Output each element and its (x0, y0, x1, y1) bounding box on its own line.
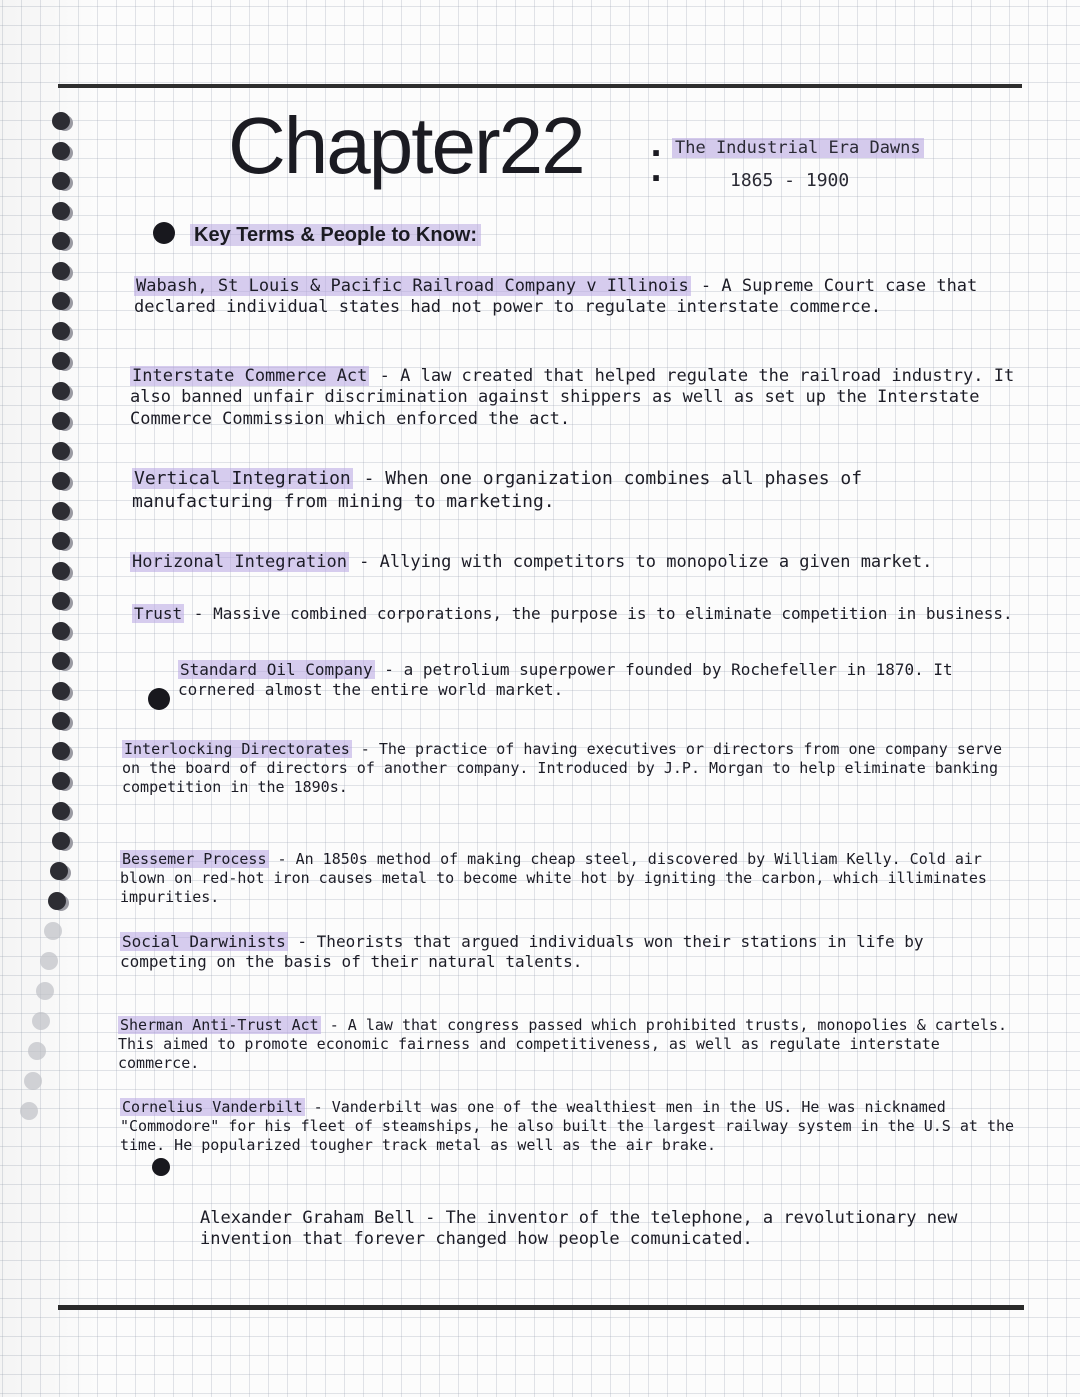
entry-bullet (148, 688, 170, 710)
binder-hole (28, 1042, 46, 1060)
entry-term: Interlocking Directorates (124, 740, 350, 758)
entry-sherman-anti-trust-act: Sherman Anti-Trust Act - A law that congress passed which prohibited trusts, monopolies & cartels. This aimed to promote economic fairness and competitiveness, as well as regulate interstate commerce. (118, 1016, 1008, 1072)
entry-term: Standard Oil Company (180, 660, 373, 679)
binder-hole (52, 652, 70, 670)
section-heading-text: Key Terms & People to Know: (190, 224, 481, 246)
binder-hole (52, 412, 70, 430)
subtitle-text: The Industrial Era Dawns (672, 138, 924, 158)
page-title: Chapter22 (228, 101, 584, 190)
entry-definition: Theorists that argued individuals won their stations in life by competing on the basis of their natural talents. (120, 932, 924, 971)
entry-bullet (152, 1158, 170, 1176)
entry-social-darwinists: Social Darwinists - Theorists that argued individuals won their stations in life by competing on the basis of their natural talents. (120, 932, 924, 971)
binder-hole (52, 292, 70, 310)
binder-hole (32, 1012, 50, 1030)
binder-hole (52, 592, 70, 610)
entry-cornelius-vanderbilt: Cornelius Vanderbilt - Vanderbilt was one of the wealthiest men in the US. He was nicknamed "Commodore" for his fleet of steamships, he also built the largest railway system in the U.S at the time. He popularized tougher track metal as well as the air brake. (120, 1098, 1015, 1154)
entry-term: Horizonal Integration (132, 552, 347, 572)
entry-definition: An 1850s method of making cheap steel, discovered by William Kelly. Cold air blown on red-hot iron causes metal to become white hot by igniting the carbon, which illiminates impurities. (120, 850, 987, 906)
binder-hole (40, 952, 58, 970)
entry-trust: Trust - Massive combined corporations, the purpose is to eliminate competition in business. (134, 604, 1013, 623)
entry-horizonal-integration: Horizonal Integration - Allying with competitors to monopolize a given market. (132, 552, 933, 572)
entry-term: Vertical Integration (134, 468, 351, 489)
entry-alexander-graham-bell: Alexander Graham Bell - The inventor of the telephone, a revolutionary new invention that forever changed how people comunicated. (200, 1208, 958, 1250)
entry-definition: The practice of having executives or directors from one company serve on the board of directors of another company. Introduced by J.P. Morgan to help eliminate banking competition in the 1890s. (122, 740, 1002, 796)
binder-hole (52, 232, 70, 250)
binder-hole (52, 262, 70, 280)
binder-hole (52, 622, 70, 640)
binder-hole (52, 382, 70, 400)
entry-standard-oil: Standard Oil Company - a petrolium superpower founded by Rochefeller in 1870. It cornered almost the entire world market. (178, 660, 953, 699)
chapter-years: 1865 - 1900 (730, 170, 850, 191)
entry-definition: A law that congress passed which prohibited trusts, monopolies & cartels. This aimed to promote economic fairness and competitiveness, as well as regulate interstate commerce. (118, 1016, 1008, 1072)
entry-term: Cornelius Vanderbilt (122, 1098, 303, 1116)
binder-hole (52, 112, 70, 130)
binder-holes (0, 100, 90, 1300)
binder-hole (52, 832, 70, 850)
binder-hole (24, 1072, 42, 1090)
entry-definition: When one organization combines all phases of manufacturing from mining to marketing. (132, 468, 863, 512)
entry-term: Trust (134, 604, 183, 623)
binder-hole (52, 682, 70, 700)
binder-hole (36, 982, 54, 1000)
entry-definition: Vanderbilt was one of the wealthiest men in the US. He was nicknamed "Commodore" for his fleet of steamships, he also built the largest railway system in the U.S at the time. He popularized tougher track metal as well as the air brake. (120, 1098, 1015, 1154)
entry-interstate-commerce-act: Interstate Commerce Act - A law created that helped regulate the railroad industry. It also banned unfair discrimination against shippers as well as set up the Interstate Commerce Commission which enforced the act. (130, 366, 1015, 429)
top-rule (58, 84, 1022, 88)
entry-wabash: Wabash, St Louis & Pacific Railroad Company v Illinois - A Supreme Court case that declared individual states had not power to regulate interstate commerce. (134, 276, 978, 318)
entry-term: Wabash, St Louis & Pacific Railroad Company v Illinois (136, 276, 689, 296)
binder-hole (52, 532, 70, 550)
section-heading (190, 224, 481, 247)
entry-definition: The inventor of the telephone, a revolutionary new invention that forever changed how people comunicated. (200, 1208, 958, 1250)
entry-term: Social Darwinists (122, 932, 286, 951)
binder-hole (52, 802, 70, 820)
binder-hole (52, 502, 70, 520)
binder-hole (52, 442, 70, 460)
chapter-subtitle (672, 138, 924, 158)
entry-term: Bessemer Process (122, 850, 267, 868)
binder-hole (52, 472, 70, 490)
entry-interlocking-directorates: Interlocking Directorates - The practice of having executives or directors from one company serve on the board of directors of another company. Introduced by J.P. Morgan to help eliminate banking competition in the 1890s. (122, 740, 1002, 796)
entry-term: Interstate Commerce Act (132, 366, 368, 386)
entry-definition: Massive combined corporations, the purpose is to eliminate competition in business. (213, 604, 1013, 623)
binder-hole (52, 142, 70, 160)
title-colon: : (648, 129, 665, 194)
entry-term: Alexander Graham Bell (200, 1208, 415, 1228)
entry-bessemer-process: Bessemer Process - An 1850s method of making cheap steel, discovered by William Kelly. Cold air blown on red-hot iron causes metal to become white hot by igniting the carbon, which illiminates impurities. (120, 850, 987, 906)
entry-definition: A law created that helped regulate the railroad industry. It also banned unfair discrimination against shippers as well as set up the Interstate Commerce Commission which enforced the act. (130, 366, 1015, 429)
entry-definition: a petrolium superpower founded by Rochefeller in 1870. It cornered almost the entire world market. (178, 660, 953, 699)
entry-term: Sherman Anti-Trust Act (120, 1016, 319, 1034)
binder-hole (48, 892, 66, 910)
binder-hole (52, 172, 70, 190)
binder-hole (52, 562, 70, 580)
entry-definition: Allying with competitors to monopolize a given market. (379, 552, 933, 572)
entry-definition: A Supreme Court case that declared individual states had not power to regulate interstate commerce. (134, 276, 978, 318)
binder-hole (50, 862, 68, 880)
binder-hole (52, 742, 70, 760)
binder-hole (52, 202, 70, 220)
heading-bullet (153, 222, 175, 244)
binder-hole (52, 772, 70, 790)
binder-hole (20, 1102, 38, 1120)
binder-hole (52, 352, 70, 370)
binder-hole (52, 322, 70, 340)
binder-hole (52, 712, 70, 730)
entry-vertical-integration: Vertical Integration - When one organization combines all phases of manufacturing from mining to marketing. (132, 468, 863, 512)
binder-hole (44, 922, 62, 940)
bottom-rule (58, 1305, 1024, 1310)
